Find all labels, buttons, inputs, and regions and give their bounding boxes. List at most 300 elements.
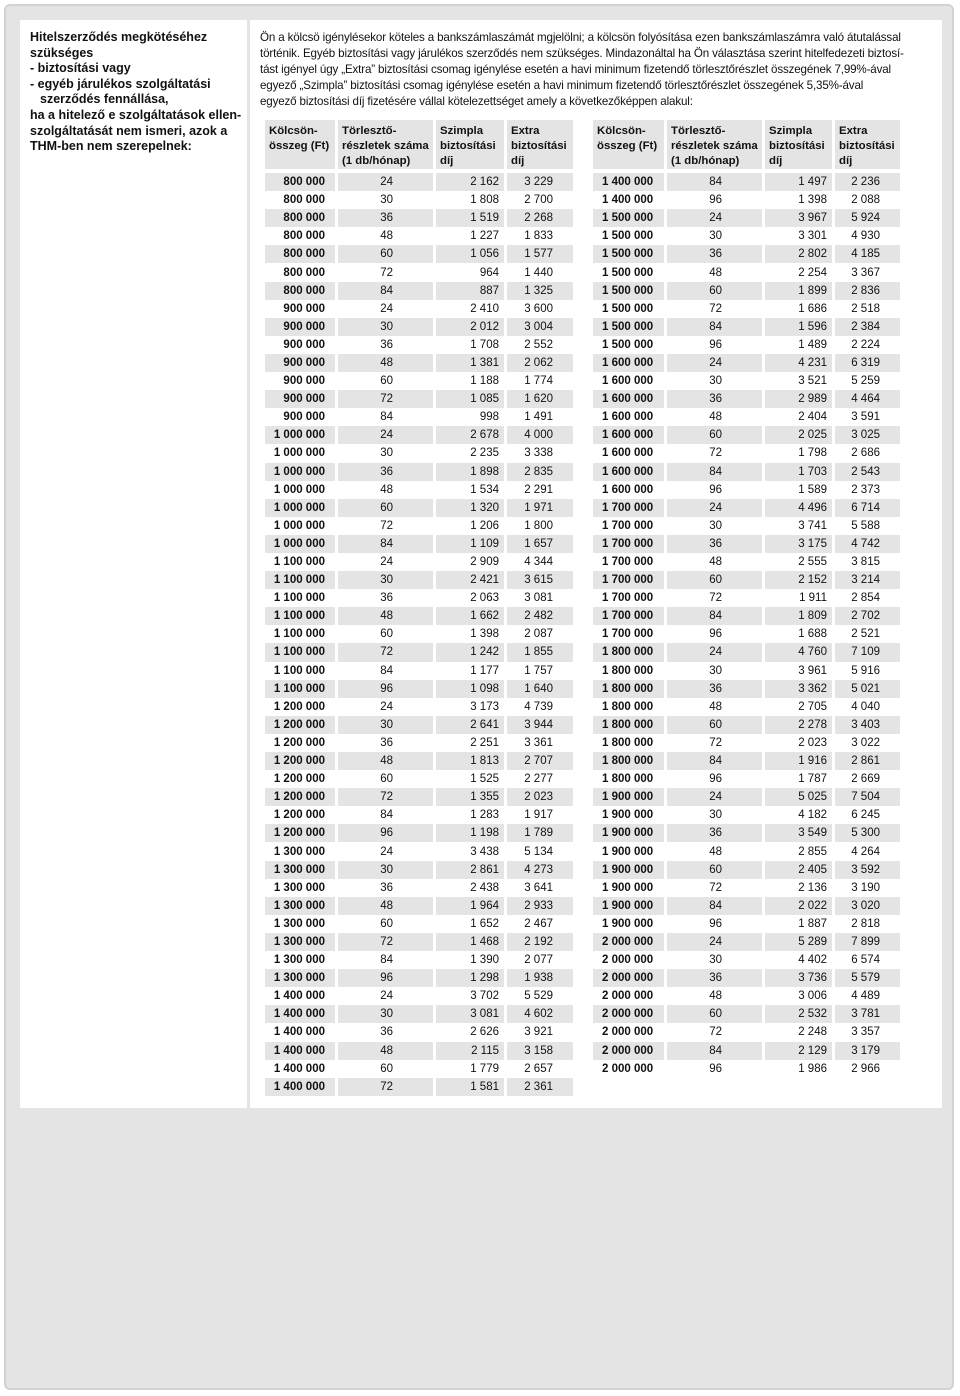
- table-row: [265, 300, 576, 318]
- table-row: [593, 191, 903, 209]
- extra-fee-cell: 5 588: [835, 517, 903, 535]
- sidebar-line: - biztosítási vagy: [30, 61, 131, 76]
- loan-amount-cell: 1 200 000: [265, 752, 338, 770]
- loan-amount-cell: 1 600 000: [593, 408, 667, 426]
- installments-cell: 60: [338, 372, 436, 390]
- extra-fee-cell: 3 361: [507, 734, 576, 752]
- loan-amount-cell: 1 800 000: [593, 662, 667, 680]
- table-row: [593, 625, 903, 643]
- table-row: [265, 1078, 576, 1096]
- table-row: [593, 861, 903, 879]
- extra-fee-cell: 7 504: [835, 788, 903, 806]
- table-row: [265, 643, 576, 661]
- loan-amount-cell: 1 800 000: [593, 698, 667, 716]
- simple-fee-cell: 2 129: [765, 1042, 835, 1060]
- loan-amount-cell: 1 700 000: [593, 571, 667, 589]
- table-row: [265, 625, 576, 643]
- loan-amount-cell: 1 300 000: [265, 915, 338, 933]
- loan-amount-cell: 1 600 000: [593, 390, 667, 408]
- table-row: [593, 390, 903, 408]
- simple-fee-cell: 3 301: [765, 227, 835, 245]
- table-row: [593, 263, 903, 281]
- installments-cell: 24: [338, 300, 436, 318]
- extra-fee-cell: 3 081: [507, 589, 576, 607]
- installments-cell: 30: [338, 1005, 436, 1023]
- installments-cell: 36: [338, 734, 436, 752]
- table-row: [265, 336, 576, 354]
- simple-fee-cell: 3 967: [765, 209, 835, 227]
- installments-cell: 36: [667, 535, 765, 553]
- extra-fee-cell: 3 944: [507, 716, 576, 734]
- extra-fee-cell: 2 384: [835, 318, 903, 336]
- simple-fee-cell: 1 519: [436, 209, 507, 227]
- table-row: [593, 173, 903, 191]
- content-panel: [20, 20, 942, 1108]
- loan-amount-cell: 1 500 000: [593, 227, 667, 245]
- installments-cell: 60: [667, 716, 765, 734]
- table-row: [265, 173, 576, 191]
- installments-cell: 72: [667, 1023, 765, 1041]
- simple-fee-cell: 1 283: [436, 806, 507, 824]
- loan-amount-cell: 1 100 000: [265, 553, 338, 571]
- installments-cell: 48: [667, 408, 765, 426]
- simple-fee-cell: 998: [436, 408, 507, 426]
- loan-amount-cell: 1 600 000: [593, 372, 667, 390]
- loan-amount-cell: 1 300 000: [265, 861, 338, 879]
- extra-fee-cell: 4 040: [835, 698, 903, 716]
- installments-cell: 96: [338, 824, 436, 842]
- loan-amount-cell: 1 900 000: [593, 897, 667, 915]
- extra-fee-cell: 2 482: [507, 607, 576, 625]
- table-row: [265, 535, 576, 553]
- table-row: [265, 263, 576, 281]
- loan-amount-cell: 1 100 000: [265, 607, 338, 625]
- simple-fee-cell: 4 760: [765, 643, 835, 661]
- table-row: [265, 589, 576, 607]
- table-row: [593, 336, 903, 354]
- extra-fee-cell: 4 489: [835, 987, 903, 1005]
- table-row: [265, 1023, 576, 1041]
- loan-amount-cell: 1 700 000: [593, 607, 667, 625]
- table-row: [593, 300, 903, 318]
- installments-cell: 48: [667, 553, 765, 571]
- loan-amount-cell: 1 100 000: [265, 625, 338, 643]
- installments-cell: 24: [667, 209, 765, 227]
- extra-fee-cell: 6 319: [835, 354, 903, 372]
- simple-fee-cell: 1 898: [436, 463, 507, 481]
- extra-fee-cell: 2 291: [507, 481, 576, 499]
- simple-fee-cell: 4 231: [765, 354, 835, 372]
- extra-fee-cell: 2 543: [835, 463, 903, 481]
- simple-fee-cell: 3 438: [436, 842, 507, 860]
- installments-cell: 48: [338, 897, 436, 915]
- intro-line: egyező „Szimpla” biztosítási csomag igénylése esetén a havi minimum fizetendő törlesztőrészlet összegének 5,35%-ával: [260, 79, 864, 92]
- installments-cell: 36: [667, 245, 765, 263]
- table-row: [593, 463, 903, 481]
- extra-fee-cell: 1 491: [507, 408, 576, 426]
- simple-fee-cell: 1 911: [765, 589, 835, 607]
- table-row: [593, 444, 903, 462]
- loan-amount-cell: 1 000 000: [265, 426, 338, 444]
- extra-fee-cell: 4 602: [507, 1005, 576, 1023]
- table-row: [593, 770, 903, 788]
- simple-fee-cell: 1 177: [436, 662, 507, 680]
- table-row: [593, 535, 903, 553]
- extra-fee-cell: 2 023: [507, 788, 576, 806]
- insurance-table-right: [593, 120, 903, 1078]
- installments-cell: 60: [667, 571, 765, 589]
- installments-cell: 24: [667, 933, 765, 951]
- simple-fee-cell: 2 678: [436, 426, 507, 444]
- installments-cell: 36: [338, 336, 436, 354]
- installments-cell: 60: [667, 1005, 765, 1023]
- installments-cell: 36: [338, 463, 436, 481]
- installments-cell: 96: [667, 770, 765, 788]
- simple-fee-cell: 3 702: [436, 987, 507, 1005]
- installments-cell: 48: [667, 263, 765, 281]
- simple-fee-cell: 4 182: [765, 806, 835, 824]
- loan-amount-cell: 1 700 000: [593, 589, 667, 607]
- simple-fee-cell: 1 652: [436, 915, 507, 933]
- extra-fee-cell: 2 373: [835, 481, 903, 499]
- installments-cell: 84: [338, 408, 436, 426]
- installments-cell: 24: [338, 987, 436, 1005]
- installments-cell: 30: [338, 861, 436, 879]
- loan-amount-cell: 1 300 000: [265, 842, 338, 860]
- loan-amount-cell: 900 000: [265, 408, 338, 426]
- installments-cell: 84: [338, 806, 436, 824]
- table-row: [265, 951, 576, 969]
- table-row: [265, 842, 576, 860]
- installments-cell: 30: [667, 372, 765, 390]
- extra-fee-cell: 1 938: [507, 969, 576, 987]
- table-row: [593, 680, 903, 698]
- table-row: [593, 752, 903, 770]
- table-row: [265, 680, 576, 698]
- header-simple-fee: Szimpla biztosítási díj: [765, 120, 835, 173]
- table-row: [265, 716, 576, 734]
- loan-amount-cell: 1 300 000: [265, 933, 338, 951]
- loan-amount-cell: 900 000: [265, 390, 338, 408]
- extra-fee-cell: 3 591: [835, 408, 903, 426]
- installments-cell: 24: [667, 354, 765, 372]
- table-row: [265, 897, 576, 915]
- installments-cell: 72: [338, 933, 436, 951]
- loan-amount-cell: 1 900 000: [593, 806, 667, 824]
- simple-fee-cell: 1 390: [436, 951, 507, 969]
- insurance-table-left: [265, 120, 576, 1096]
- loan-amount-cell: 1 000 000: [265, 517, 338, 535]
- installments-cell: 36: [667, 390, 765, 408]
- extra-fee-cell: 3 921: [507, 1023, 576, 1041]
- loan-amount-cell: 1 800 000: [593, 734, 667, 752]
- table-row: [265, 806, 576, 824]
- table-row: [265, 824, 576, 842]
- extra-fee-cell: 5 134: [507, 842, 576, 860]
- installments-cell: 84: [667, 1042, 765, 1060]
- installments-cell: 60: [667, 861, 765, 879]
- extra-fee-cell: 5 259: [835, 372, 903, 390]
- intro-line: történik. Egyéb biztosítási vagy járulékos szerződés nem szükséges. Mindazonáltal ha Ön választása szerint hitelfedezeti biztosí-: [260, 47, 904, 60]
- extra-fee-cell: 2 686: [835, 444, 903, 462]
- loan-amount-cell: 2 000 000: [593, 933, 667, 951]
- extra-fee-cell: 1 325: [507, 282, 576, 300]
- table-row: [265, 915, 576, 933]
- table-row: [265, 517, 576, 535]
- simple-fee-cell: 887: [436, 282, 507, 300]
- sidebar-note: [20, 20, 250, 1108]
- installments-cell: 72: [338, 1078, 436, 1096]
- loan-amount-cell: 1 400 000: [265, 1042, 338, 1060]
- extra-fee-cell: 5 300: [835, 824, 903, 842]
- table-row: [593, 426, 903, 444]
- installments-cell: 60: [667, 282, 765, 300]
- table-row: [265, 408, 576, 426]
- extra-fee-cell: 3 179: [835, 1042, 903, 1060]
- installments-cell: 36: [338, 879, 436, 897]
- extra-fee-cell: 3 338: [507, 444, 576, 462]
- installments-cell: 84: [667, 752, 765, 770]
- extra-fee-cell: 2 518: [835, 300, 903, 318]
- installments-cell: 30: [667, 517, 765, 535]
- extra-fee-cell: 4 464: [835, 390, 903, 408]
- simple-fee-cell: 1 887: [765, 915, 835, 933]
- loan-amount-cell: 1 700 000: [593, 553, 667, 571]
- loan-amount-cell: 900 000: [265, 318, 338, 336]
- loan-amount-cell: 2 000 000: [593, 1060, 667, 1078]
- table-row: [593, 969, 903, 987]
- installments-cell: 36: [338, 209, 436, 227]
- simple-fee-cell: 1 320: [436, 499, 507, 517]
- extra-fee-cell: 2 077: [507, 951, 576, 969]
- loan-amount-cell: 1 200 000: [265, 698, 338, 716]
- installments-cell: 48: [338, 481, 436, 499]
- extra-fee-cell: 4 000: [507, 426, 576, 444]
- extra-fee-cell: 2 361: [507, 1078, 576, 1096]
- extra-fee-cell: 5 529: [507, 987, 576, 1005]
- extra-fee-cell: 4 742: [835, 535, 903, 553]
- simple-fee-cell: 2 532: [765, 1005, 835, 1023]
- extra-fee-cell: 2 467: [507, 915, 576, 933]
- installments-cell: 30: [338, 716, 436, 734]
- extra-fee-cell: 2 062: [507, 354, 576, 372]
- extra-fee-cell: 4 273: [507, 861, 576, 879]
- loan-amount-cell: 1 000 000: [265, 481, 338, 499]
- header-loan-amount: Kölcsön- összeg (Ft): [265, 120, 338, 173]
- simple-fee-cell: 2 063: [436, 589, 507, 607]
- simple-fee-cell: 2 278: [765, 716, 835, 734]
- extra-fee-cell: 3 403: [835, 716, 903, 734]
- loan-amount-cell: 800 000: [265, 227, 338, 245]
- installments-cell: 30: [338, 191, 436, 209]
- table-row: [265, 318, 576, 336]
- header-installments: Törlesztő- részletek száma (1 db/hónap): [667, 120, 765, 173]
- loan-amount-cell: 1 900 000: [593, 915, 667, 933]
- table-row: [593, 734, 903, 752]
- installments-cell: 96: [338, 680, 436, 698]
- installments-cell: 30: [338, 571, 436, 589]
- installments-cell: 96: [667, 915, 765, 933]
- table-row: [593, 589, 903, 607]
- sidebar-line: szükséges: [30, 45, 94, 60]
- sidebar-line: Hitelszerződés megkötéséhez: [30, 30, 208, 44]
- extra-fee-cell: 3 020: [835, 897, 903, 915]
- table-row: [265, 444, 576, 462]
- installments-cell: 96: [667, 481, 765, 499]
- simple-fee-cell: 3 362: [765, 680, 835, 698]
- header-loan-amount: Kölcsön- összeg (Ft): [593, 120, 667, 173]
- extra-fee-cell: 3 025: [835, 426, 903, 444]
- installments-cell: 84: [338, 535, 436, 553]
- installments-cell: 30: [667, 951, 765, 969]
- loan-amount-cell: 1 600 000: [593, 481, 667, 499]
- table-row: [265, 245, 576, 263]
- simple-fee-cell: 2 022: [765, 897, 835, 915]
- simple-fee-cell: 1 206: [436, 517, 507, 535]
- extra-fee-cell: 1 971: [507, 499, 576, 517]
- loan-amount-cell: 1 500 000: [593, 300, 667, 318]
- extra-fee-cell: 2 861: [835, 752, 903, 770]
- installments-cell: 24: [338, 842, 436, 860]
- simple-fee-cell: 2 626: [436, 1023, 507, 1041]
- simple-fee-cell: 1 808: [436, 191, 507, 209]
- extra-fee-cell: 2 835: [507, 463, 576, 481]
- simple-fee-cell: 1 489: [765, 336, 835, 354]
- loan-amount-cell: 2 000 000: [593, 969, 667, 987]
- table-row: [265, 227, 576, 245]
- simple-fee-cell: 1 188: [436, 372, 507, 390]
- simple-fee-cell: 1 085: [436, 390, 507, 408]
- extra-fee-cell: 1 833: [507, 227, 576, 245]
- loan-amount-cell: 1 800 000: [593, 716, 667, 734]
- loan-amount-cell: 1 300 000: [265, 951, 338, 969]
- extra-fee-cell: 2 933: [507, 897, 576, 915]
- simple-fee-cell: 2 989: [765, 390, 835, 408]
- installments-cell: 60: [338, 625, 436, 643]
- loan-amount-cell: 1 400 000: [265, 1023, 338, 1041]
- installments-cell: 24: [338, 553, 436, 571]
- loan-amount-cell: 1 100 000: [265, 571, 338, 589]
- extra-fee-cell: 5 021: [835, 680, 903, 698]
- extra-fee-cell: 2 088: [835, 191, 903, 209]
- loan-amount-cell: 2 000 000: [593, 987, 667, 1005]
- table-row: [593, 354, 903, 372]
- table-row: [265, 698, 576, 716]
- installments-cell: 24: [338, 426, 436, 444]
- loan-amount-cell: 1 400 000: [265, 987, 338, 1005]
- table-row: [265, 1042, 576, 1060]
- installments-cell: 96: [667, 1060, 765, 1078]
- loan-amount-cell: 2 000 000: [593, 951, 667, 969]
- extra-fee-cell: 1 657: [507, 535, 576, 553]
- simple-fee-cell: 1 916: [765, 752, 835, 770]
- installments-cell: 60: [338, 770, 436, 788]
- table-row: [265, 553, 576, 571]
- simple-fee-cell: 1 986: [765, 1060, 835, 1078]
- installments-cell: 36: [338, 1023, 436, 1041]
- table-row: [593, 788, 903, 806]
- simple-fee-cell: 2 909: [436, 553, 507, 571]
- extra-fee-cell: 4 930: [835, 227, 903, 245]
- table-row: [265, 209, 576, 227]
- installments-cell: 24: [667, 499, 765, 517]
- table-row: [593, 372, 903, 390]
- loan-amount-cell: 2 000 000: [593, 1023, 667, 1041]
- installments-cell: 30: [338, 444, 436, 462]
- installments-cell: 24: [667, 643, 765, 661]
- loan-amount-cell: 1 300 000: [265, 969, 338, 987]
- loan-amount-cell: 1 600 000: [593, 444, 667, 462]
- installments-cell: 48: [338, 354, 436, 372]
- simple-fee-cell: 2 025: [765, 426, 835, 444]
- loan-amount-cell: 1 900 000: [593, 861, 667, 879]
- table-row: [593, 824, 903, 842]
- extra-fee-cell: 2 087: [507, 625, 576, 643]
- simple-fee-cell: 2 405: [765, 861, 835, 879]
- simple-fee-cell: 1 534: [436, 481, 507, 499]
- loan-amount-cell: 1 000 000: [265, 444, 338, 462]
- extra-fee-cell: 3 190: [835, 879, 903, 897]
- header-simple-fee: Szimpla biztosítási díj: [436, 120, 507, 173]
- installments-cell: 72: [667, 589, 765, 607]
- extra-fee-cell: 1 640: [507, 680, 576, 698]
- simple-fee-cell: 1 468: [436, 933, 507, 951]
- extra-fee-cell: 3 367: [835, 263, 903, 281]
- simple-fee-cell: 2 404: [765, 408, 835, 426]
- installments-cell: 84: [667, 463, 765, 481]
- extra-fee-cell: 6 714: [835, 499, 903, 517]
- simple-fee-cell: 1 688: [765, 625, 835, 643]
- loan-amount-cell: 1 800 000: [593, 680, 667, 698]
- installments-cell: 72: [338, 263, 436, 281]
- table-row: [593, 987, 903, 1005]
- loan-amount-cell: 1 500 000: [593, 245, 667, 263]
- extra-fee-cell: 2 224: [835, 336, 903, 354]
- loan-amount-cell: 1 700 000: [593, 517, 667, 535]
- loan-amount-cell: 900 000: [265, 336, 338, 354]
- extra-fee-cell: 7 109: [835, 643, 903, 661]
- installments-cell: 72: [667, 444, 765, 462]
- loan-amount-cell: 1 200 000: [265, 788, 338, 806]
- installments-cell: 30: [667, 662, 765, 680]
- table-row: [593, 933, 903, 951]
- loan-amount-cell: 1 900 000: [593, 842, 667, 860]
- extra-fee-cell: 1 855: [507, 643, 576, 661]
- extra-fee-cell: 5 579: [835, 969, 903, 987]
- loan-amount-cell: 1 400 000: [265, 1005, 338, 1023]
- table-row: [593, 842, 903, 860]
- loan-amount-cell: 1 500 000: [593, 336, 667, 354]
- simple-fee-cell: 1 779: [436, 1060, 507, 1078]
- simple-fee-cell: 1 589: [765, 481, 835, 499]
- simple-fee-cell: 1 355: [436, 788, 507, 806]
- extra-fee-cell: 3 022: [835, 734, 903, 752]
- extra-fee-cell: 2 700: [507, 191, 576, 209]
- loan-amount-cell: 1 800 000: [593, 752, 667, 770]
- installments-cell: 24: [667, 788, 765, 806]
- installments-cell: 48: [338, 227, 436, 245]
- extra-fee-cell: 1 577: [507, 245, 576, 263]
- loan-amount-cell: 2 000 000: [593, 1042, 667, 1060]
- table-row: [593, 209, 903, 227]
- loan-amount-cell: 800 000: [265, 191, 338, 209]
- simple-fee-cell: 2 861: [436, 861, 507, 879]
- table-row: [265, 987, 576, 1005]
- installments-cell: 72: [667, 879, 765, 897]
- simple-fee-cell: 5 025: [765, 788, 835, 806]
- table-row: [265, 354, 576, 372]
- sidebar-line: szolgáltatását nem ismeri, azok a: [30, 123, 228, 138]
